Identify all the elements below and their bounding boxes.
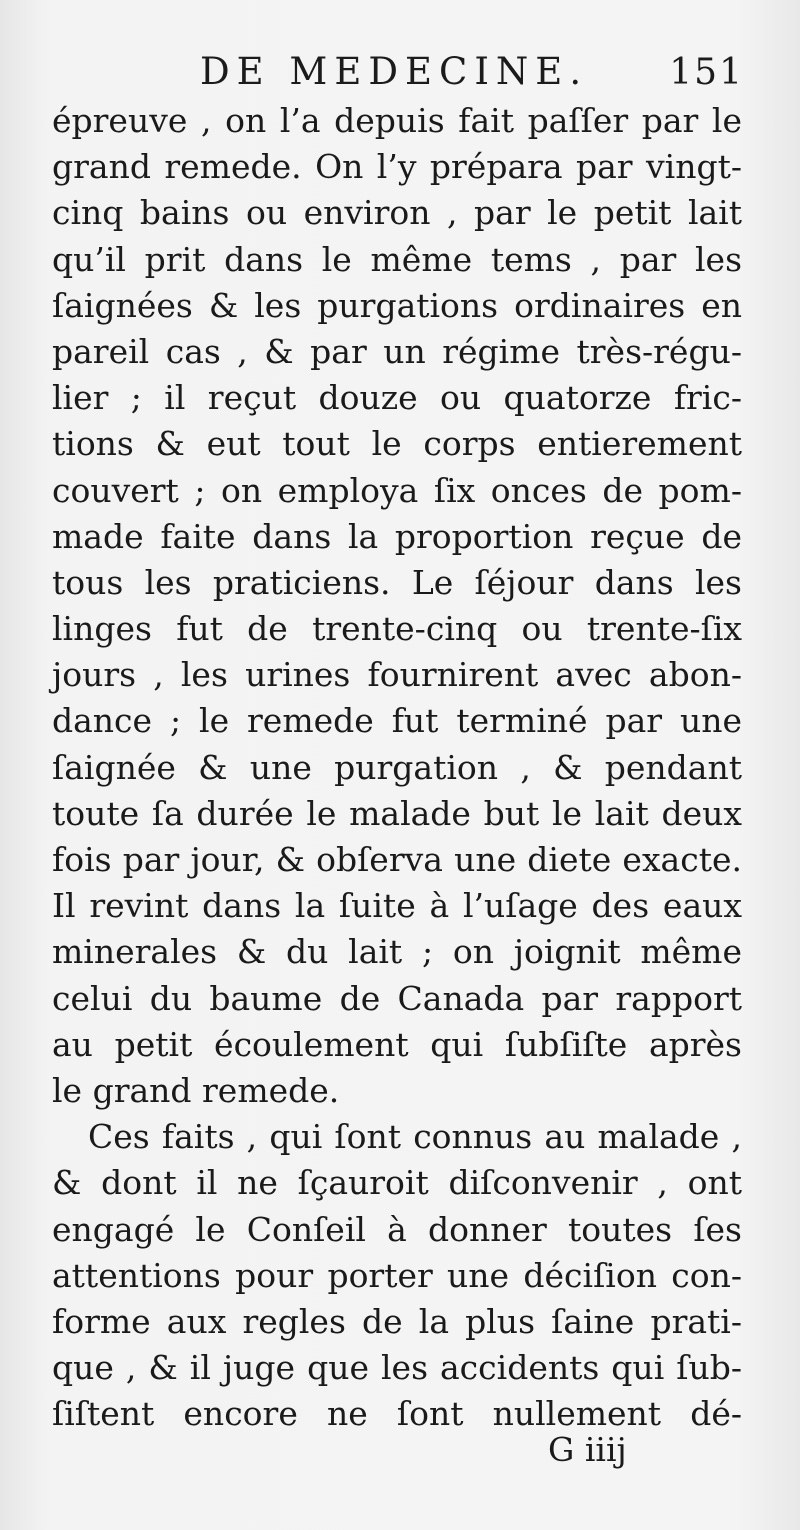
signature-mark: G iiij [548, 1430, 627, 1469]
text-line: dance ; le remede fut terminé par une [52, 701, 742, 741]
text-line: jours , les urines fournirent avec abon- [52, 655, 742, 695]
page-number: 151 [669, 52, 744, 93]
text-line: tous les praticiens. Le ſéjour dans les [52, 562, 742, 602]
text-line: ſiſtent encore ne ſont nullement dé- [52, 1394, 742, 1434]
text-line: lier ; il reçut douze ou quatorze fric- [52, 378, 742, 418]
text-line: grand remede. On l’y prépara par vingt- [52, 147, 742, 187]
text-line: engagé le Conſeil à donner toutes ſes [52, 1209, 742, 1249]
body-text [52, 98, 742, 1437]
text-line: ſaignée & une purgation , & pendant [52, 747, 742, 787]
text-line: ſaignées & les purgations ordinaires en [52, 285, 742, 325]
text-line: minerales & du lait ; on joignit même [52, 932, 742, 972]
text-line: toute ſa durée le malade but le lait deux [52, 793, 742, 833]
text-line: & dont il ne ſçauroit diſconvenir , ont [52, 1163, 742, 1203]
text-line: Il revint dans la ſuite à l’uſage des eaux [52, 886, 742, 926]
text-line: le grand remede. [52, 1070, 340, 1110]
text-line: celui du baume de Canada par rapport [52, 978, 742, 1018]
text-line: forme aux regles de la plus ſaine prati- [52, 1301, 742, 1341]
paragraph-start-line: Ces faits , qui ſont connus au malade , [88, 1117, 742, 1157]
running-title: DE MEDECINE. [200, 50, 589, 93]
text-line: made faite dans la proportion reçue de [52, 516, 742, 556]
text-line: fois par jour, & obſerva une diete exacte. [52, 840, 742, 879]
text-line: qu’il prit dans le même tems , par les [52, 239, 742, 279]
text-line: au petit écoulement qui ſubſiſte après [52, 1024, 742, 1064]
text-line: épreuve , on l’a depuis fait paſſer par le [52, 101, 742, 140]
text-line: attentions pour porter une déciſion con- [52, 1255, 742, 1295]
text-line: cinq bains ou environ , par le petit lait [52, 193, 742, 233]
text-line: que , & il juge que les accidents qui ſub- [52, 1348, 742, 1388]
text-line: tions & eut tout le corps entierement [52, 424, 742, 464]
running-header [190, 48, 750, 98]
text-line: couvert ; on employa ſix onces de pom- [52, 470, 742, 510]
text-line: pareil cas , & par un régime très-régu- [52, 331, 742, 371]
text-line: linges fut de trente-cinq ou trente-ſix [52, 609, 742, 649]
